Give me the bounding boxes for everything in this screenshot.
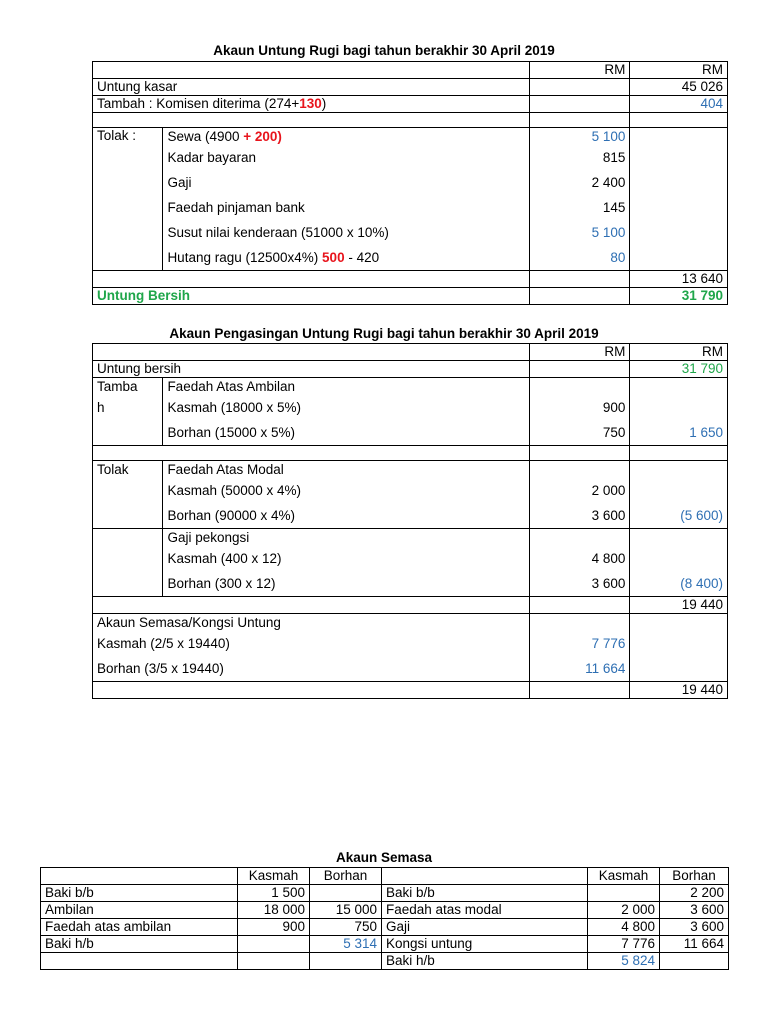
- net-profit-value: 31 790: [630, 288, 728, 305]
- commission-label: Tambah : Komisen diterima (274+130): [93, 96, 530, 113]
- partner-salary-row: Gaji pekongsi Kasmah (400 x 12) Borhan (300 x 12) 4 800 3 600 (8 400): [93, 529, 728, 597]
- table-row: Ambilan 18 000 15 000 Faedah atas modal 2 000 3 600: [41, 902, 729, 919]
- table-row: Baki h/b 5 314 Kongsi untung 7 776 11 664: [41, 936, 729, 953]
- gross-profit-label: Untung kasar: [93, 79, 530, 96]
- column-header-kasmah: Kasmah: [588, 868, 660, 885]
- table-row: [93, 597, 728, 614]
- income-statement-title: Akaun Untung Rugi bagi tahun berakhir 30 April 2019: [213, 43, 555, 58]
- column-header-rm: RM: [529, 344, 630, 361]
- commission-value: 404: [630, 96, 728, 113]
- column-header-borhan: Borhan: [660, 868, 729, 885]
- table-row: [93, 62, 728, 79]
- income-statement-table: [92, 61, 728, 305]
- appropriation-title: Akaun Pengasingan Untung Rugi bagi tahun berakhir 30 April 2019: [169, 326, 599, 341]
- expense-labels: Sewa (4900 + 200) Kadar bayaran Gaji Faedah pinjaman bank Susut nilai kenderaan (51000 x 10%) Hutang ragu (12500x4%) 500 - 420: [163, 128, 529, 271]
- current-account-table: [40, 867, 729, 970]
- table-row: Baki h/b 5 824: [41, 953, 729, 970]
- table-row: [93, 446, 728, 461]
- column-header-rm: RM: [529, 62, 630, 79]
- table-row: [93, 96, 728, 113]
- balance-value: 19 440: [630, 597, 728, 614]
- column-header-rm: RM: [630, 344, 728, 361]
- table-row: [93, 288, 728, 305]
- profit-share-total: 19 440: [630, 682, 728, 699]
- net-profit-label: Untung bersih: [93, 361, 530, 378]
- column-header-rm: RM: [630, 62, 728, 79]
- less-label: Tolak :: [93, 128, 163, 271]
- table-row: Baki b/b 1 500 Baki b/b 2 200: [41, 885, 729, 902]
- interest-on-drawings-row: Tamba h Faedah Atas Ambilan Kasmah (18000 x 5%) Borhan (15000 x 5%) 900 750 1 650: [93, 378, 728, 446]
- table-row: [93, 113, 728, 128]
- table-row: [93, 271, 728, 288]
- table-row: [93, 682, 728, 699]
- column-header-borhan: Borhan: [310, 868, 382, 885]
- gross-profit-value: 45 026: [630, 79, 728, 96]
- interest-on-capital-row: Tolak Faedah Atas Modal Kasmah (50000 x 4%) Borhan (90000 x 4%) 2 000 3 600 (5 600): [93, 461, 728, 529]
- table-row: [93, 79, 728, 96]
- appropriation-table: [92, 343, 728, 699]
- net-profit-label: Untung Bersih: [93, 288, 530, 305]
- table-row: [93, 344, 728, 361]
- table-row: [41, 868, 729, 885]
- profit-share-row: Akaun Semasa/Kongsi Untung Kasmah (2/5 x 19440) Borhan (3/5 x 19440) 7 776 11 664: [93, 614, 728, 682]
- total-expenses: 13 640: [630, 271, 728, 288]
- current-account-title: Akaun Semasa: [335, 850, 433, 865]
- expense-values: 5 100 815 2 400 145 5 100 80: [529, 128, 630, 271]
- table-row: [93, 361, 728, 378]
- expenses-row: [93, 128, 728, 271]
- column-header-kasmah: Kasmah: [238, 868, 310, 885]
- table-row: Faedah atas ambilan 900 750 Gaji 4 800 3 600: [41, 919, 729, 936]
- net-profit-value: 31 790: [630, 361, 728, 378]
